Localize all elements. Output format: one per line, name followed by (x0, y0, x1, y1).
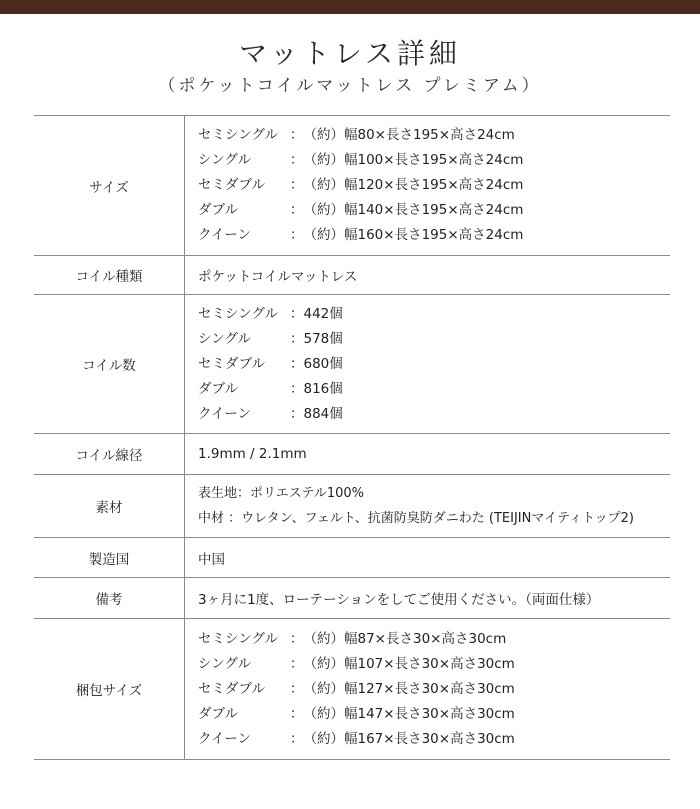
row-coil-count (34, 295, 670, 434)
row-label: 備考 (34, 578, 185, 619)
package-line: クイーン ： （約）幅167×長さ30×高さ30cm (198, 730, 515, 747)
row-label: 梱包サイズ (34, 619, 185, 760)
row-value: ポケットコイルマットレス (185, 256, 671, 295)
row-value (185, 295, 671, 434)
material-line: 中材 ：ウレタン、フェルト、抗菌防臭防ダニわた (TEIJINマイティトップ2) (198, 511, 634, 526)
top-bar (0, 0, 700, 14)
size-line: クイーン ： （約）幅160×長さ195×高さ24cm (198, 227, 524, 243)
coil-count-line: ダブル ： 816個 (198, 380, 343, 397)
row-label: コイル数 (34, 295, 185, 434)
coil-count-line: クイーン ： 884個 (198, 405, 343, 422)
page-title: マットレス詳細 (238, 37, 462, 70)
row-coil-type (34, 256, 670, 295)
row-size (34, 116, 670, 256)
package-line: セミシングル ： （約）幅87×長さ30×高さ30cm (198, 630, 507, 647)
spec-table (34, 115, 670, 760)
coil-count-line: セミダブル ： 680個 (198, 355, 343, 372)
row-label: サイズ (34, 116, 185, 256)
package-line: シングル ： （約）幅107×長さ30×高さ30cm (198, 655, 515, 672)
row-label: コイル線径 (34, 434, 185, 475)
row-label: 製造国 (34, 538, 185, 578)
row-value (185, 116, 671, 256)
row-package-size (34, 619, 670, 760)
material-line: 表生地：ポリエステル100% (198, 486, 364, 501)
coil-count-line: セミシングル ： 442個 (198, 305, 343, 322)
row-notes (34, 578, 670, 619)
row-material (34, 475, 670, 538)
row-coil-wire (34, 434, 670, 475)
coil-count-line: シングル ： 578個 (198, 330, 343, 347)
row-value (185, 619, 671, 760)
row-value: 3ヶ月に1度、ローテーションをしてご使用ください。（両面仕様） (185, 578, 671, 619)
row-origin (34, 538, 670, 578)
page-subtitle: （ポケットコイルマットレス プレミアム） (158, 76, 542, 96)
size-line: ダブル ： （約）幅140×長さ195×高さ24cm (198, 202, 524, 218)
size-line: セミシングル ： （約）幅80×長さ195×高さ24cm (198, 127, 515, 143)
row-label: コイル種類 (34, 256, 185, 295)
row-value: 中国 (185, 538, 671, 578)
package-line: セミダブル ： （約）幅127×長さ30×高さ30cm (198, 680, 515, 697)
row-value: 1.9mm / 2.1mm (185, 434, 671, 475)
size-line: シングル ： （約）幅100×長さ195×高さ24cm (198, 152, 524, 168)
package-line: ダブル ： （約）幅147×長さ30×高さ30cm (198, 705, 515, 722)
row-label: 素材 (34, 475, 185, 538)
size-line: セミダブル ： （約）幅120×長さ195×高さ24cm (198, 177, 524, 193)
row-value (185, 475, 671, 538)
